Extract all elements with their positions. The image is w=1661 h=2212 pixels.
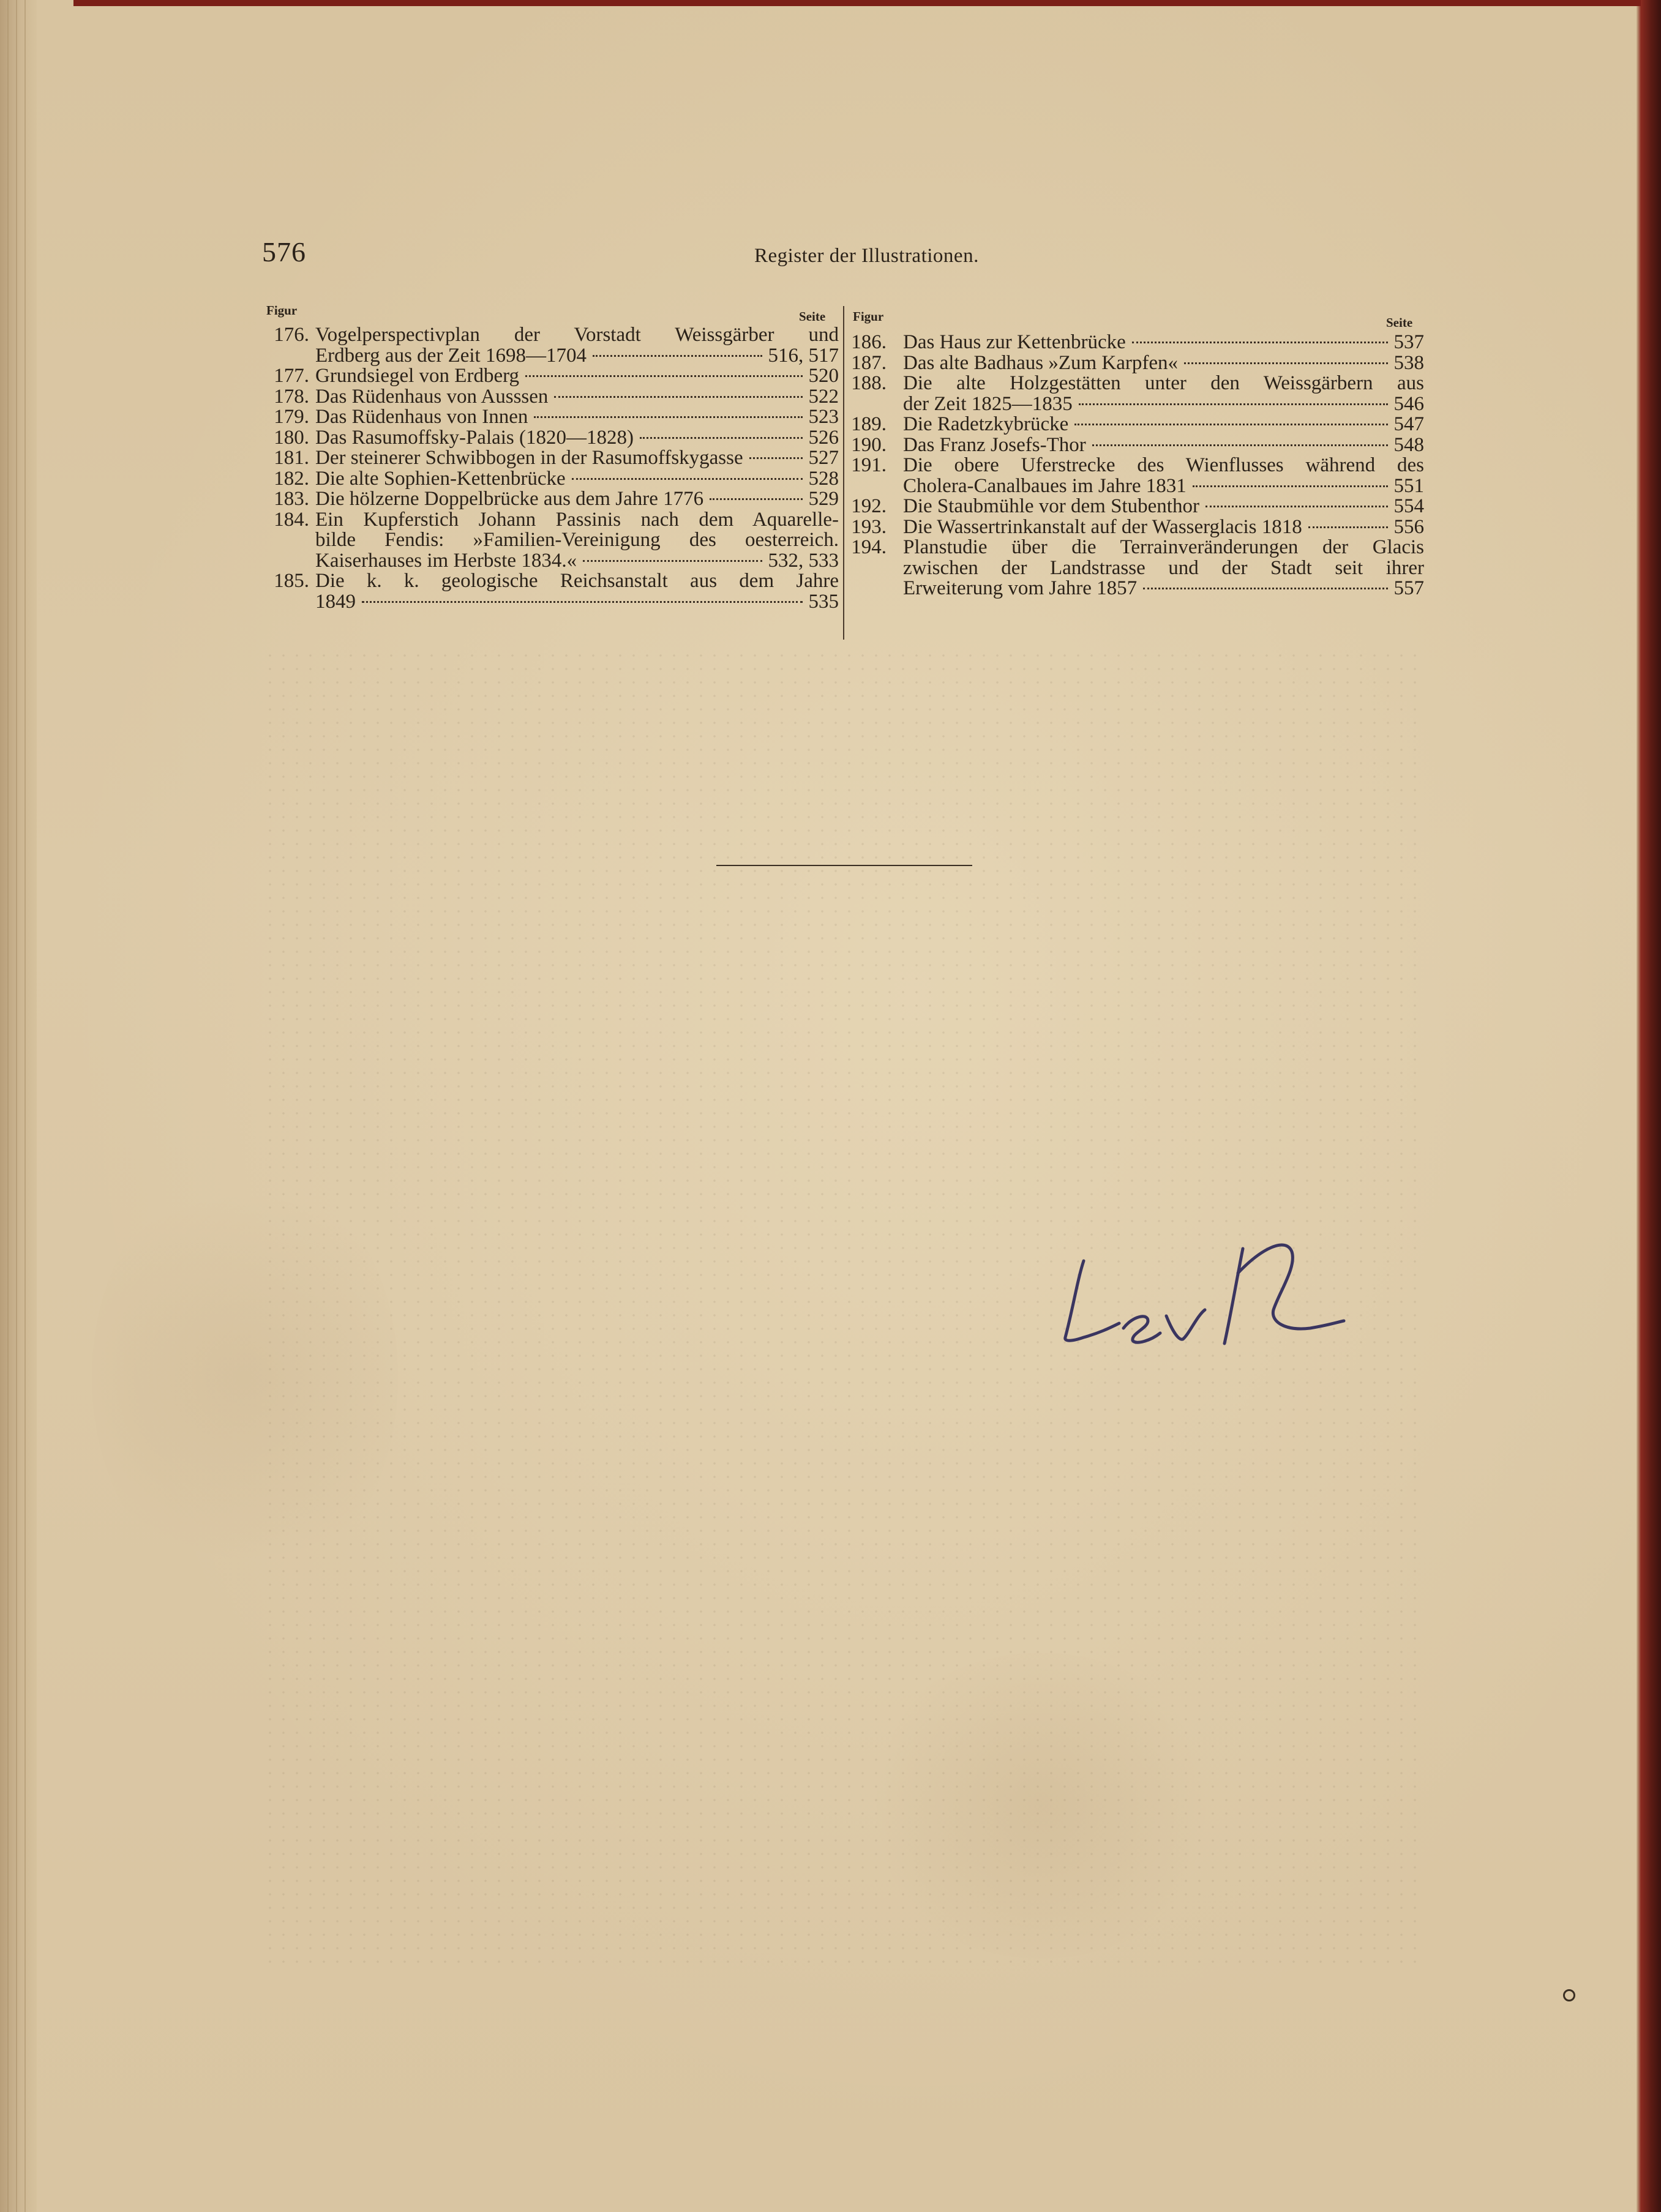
figure-caption-line bbox=[903, 332, 1424, 353]
figure-caption-line bbox=[315, 345, 839, 366]
dot-leader bbox=[593, 355, 762, 357]
figure-caption-line: Ein Kupferstich Johann Passinis nach dem Aquarelle- bbox=[315, 508, 839, 531]
figure-caption-line bbox=[903, 353, 1424, 373]
figure-number: 188. bbox=[851, 372, 887, 394]
ring-mark-icon bbox=[1563, 1989, 1575, 2001]
dot-leader bbox=[640, 437, 802, 439]
dot-leader bbox=[1079, 403, 1388, 405]
dot-leader bbox=[1184, 362, 1387, 364]
figure-number: 178. bbox=[274, 385, 309, 408]
figure-caption: Die Radetzkybrücke bbox=[903, 413, 1069, 435]
dot-leader bbox=[1092, 444, 1388, 446]
figure-number: 184. bbox=[274, 508, 309, 531]
figure-caption-line: Die alte Holzgestätten unter den Weissgärbern aus bbox=[903, 372, 1424, 394]
dot-leader bbox=[525, 375, 803, 377]
page-reference: 537 bbox=[1393, 331, 1424, 353]
figure-caption-line: Die k. k. geologische Reichsanstalt aus dem Jahre bbox=[315, 570, 839, 592]
figure-caption-line bbox=[315, 447, 839, 468]
figure-number: 194. bbox=[851, 536, 887, 558]
figure-caption-line bbox=[903, 496, 1424, 517]
figure-caption-line bbox=[315, 365, 839, 386]
section-end-rule bbox=[716, 865, 972, 866]
figure-number: 191. bbox=[851, 454, 887, 476]
figure-caption-line bbox=[903, 578, 1424, 599]
figure-caption: der Zeit 1825—1835 bbox=[903, 392, 1073, 415]
dot-leader bbox=[1193, 485, 1388, 487]
page-reference: 535 bbox=[808, 590, 839, 613]
figure-number: 177. bbox=[274, 365, 309, 387]
dot-leader bbox=[554, 396, 802, 398]
dot-leader bbox=[749, 457, 803, 459]
page-reference: 548 bbox=[1393, 433, 1424, 456]
figure-caption: Cholera-Canalbaues im Jahre 1831 bbox=[903, 474, 1187, 497]
figure-caption: Kaiserhauses im Herbste 1834.« bbox=[315, 549, 577, 572]
figure-caption-line: zwischen der Landstrasse und der Stadt seit ihrer bbox=[903, 556, 1424, 579]
figure-caption-line: Die obere Uferstrecke des Wienflusses während des bbox=[903, 454, 1424, 476]
figure-caption: Die alte Sophien-Kettenbrücke bbox=[315, 467, 566, 490]
page-number: 576 bbox=[262, 236, 306, 267]
figure-caption: Das alte Badhaus »Zum Karpfen« bbox=[903, 351, 1179, 374]
figure-caption: Die Staubmühle vor dem Stubenthor bbox=[903, 495, 1199, 517]
page-reference: 522 bbox=[808, 385, 839, 408]
figure-caption-line bbox=[315, 468, 839, 489]
figure-number: 189. bbox=[851, 413, 887, 435]
figure-caption-line bbox=[315, 591, 839, 612]
figure-caption-line: Planstudie über die Terrainveränderungen der Glacis bbox=[903, 536, 1424, 558]
page-reference: 527 bbox=[808, 447, 839, 469]
page-reference: 528 bbox=[808, 467, 839, 490]
dot-leader bbox=[1074, 424, 1387, 425]
figure-caption-line bbox=[903, 435, 1424, 455]
page-reference: 547 bbox=[1393, 413, 1424, 435]
book-cover-edge bbox=[1637, 0, 1661, 2212]
dot-leader bbox=[583, 560, 762, 562]
figure-number: 187. bbox=[851, 351, 887, 374]
dot-leader bbox=[1205, 506, 1388, 507]
right-page-label: Seite bbox=[1386, 315, 1413, 330]
page-reference: 551 bbox=[1393, 474, 1424, 497]
dot-leader bbox=[1308, 526, 1388, 528]
page-reference: 546 bbox=[1393, 392, 1424, 415]
page-reference: 557 bbox=[1393, 577, 1424, 599]
figure-number: 182. bbox=[274, 467, 309, 490]
figure-number: 179. bbox=[274, 406, 309, 428]
figure-number: 183. bbox=[274, 488, 309, 510]
figure-caption-line: bilde Fendis: »Familien-Vereinigung des oesterreich. bbox=[315, 529, 839, 551]
figure-caption: Die Wassertrinkanstalt auf der Wasserglacis 1818 bbox=[903, 515, 1302, 538]
figure-caption-line bbox=[315, 427, 839, 448]
left-figure-label: Figur bbox=[266, 303, 298, 318]
figure-caption-line bbox=[903, 394, 1424, 414]
dot-leader bbox=[1132, 342, 1388, 343]
figure-caption-line bbox=[903, 414, 1424, 435]
figure-number: 193. bbox=[851, 515, 887, 538]
figure-caption-line bbox=[315, 488, 839, 509]
figure-caption: Das Haus zur Kettenbrücke bbox=[903, 331, 1126, 353]
dot-leader bbox=[534, 416, 802, 418]
handwritten-signature bbox=[1041, 1224, 1359, 1362]
dot-leader bbox=[572, 478, 803, 480]
figure-number: 176. bbox=[274, 324, 309, 346]
book-gutter bbox=[0, 0, 37, 2212]
figure-caption: Das Rasumoffsky-Palais (1820—1828) bbox=[315, 426, 634, 449]
figure-caption: Das Rüdenhaus von Ausssen bbox=[315, 385, 549, 408]
page-reference: 516, 517 bbox=[768, 344, 839, 367]
figure-number: 180. bbox=[274, 426, 309, 449]
figure-number: 186. bbox=[851, 331, 887, 353]
page-reference: 554 bbox=[1393, 495, 1424, 517]
dot-leader bbox=[710, 498, 802, 500]
figure-caption: 1849 bbox=[315, 590, 356, 613]
figure-number: 190. bbox=[851, 433, 887, 456]
page-reference: 538 bbox=[1393, 351, 1424, 374]
figure-caption: Erweiterung vom Jahre 1857 bbox=[903, 577, 1138, 599]
figure-number: 181. bbox=[274, 447, 309, 469]
page-title: Register der Illustrationen. bbox=[754, 245, 979, 267]
page-reference: 520 bbox=[808, 365, 839, 387]
page-reference: 529 bbox=[808, 488, 839, 510]
dot-leader bbox=[362, 601, 803, 603]
figure-caption: Das Rüdenhaus von Innen bbox=[315, 406, 528, 428]
figure-caption: Erdberg aus der Zeit 1698—1704 bbox=[315, 344, 587, 367]
figure-caption-line bbox=[315, 386, 839, 407]
figure-caption: Grundsiegel von Erdberg bbox=[315, 365, 519, 387]
figure-caption: Die hölzerne Doppelbrücke aus dem Jahre 1776 bbox=[315, 488, 704, 510]
page-reference: 523 bbox=[808, 406, 839, 428]
figure-number: 192. bbox=[851, 495, 887, 517]
figure-caption: Der steinerer Schwibbogen in der Rasumoffskygasse bbox=[315, 447, 743, 469]
book-cover-top-edge bbox=[73, 0, 1641, 6]
figure-caption-line bbox=[315, 406, 839, 427]
figure-caption-line: Vogelperspectivplan der Vorstadt Weissgärber und bbox=[315, 324, 839, 346]
figure-caption-line bbox=[315, 550, 839, 571]
page-reference: 526 bbox=[808, 426, 839, 449]
page-reference: 556 bbox=[1393, 515, 1424, 538]
signature-icon bbox=[1041, 1224, 1359, 1359]
right-figure-label: Figur bbox=[853, 309, 884, 324]
left-page-label: Seite bbox=[799, 309, 826, 324]
figure-caption-line bbox=[903, 476, 1424, 496]
figure-number: 185. bbox=[274, 570, 309, 592]
dot-leader bbox=[1143, 588, 1387, 589]
page-reference: 532, 533 bbox=[768, 549, 839, 572]
figure-caption-line bbox=[903, 517, 1424, 537]
figure-caption: Das Franz Josefs-Thor bbox=[903, 433, 1086, 456]
